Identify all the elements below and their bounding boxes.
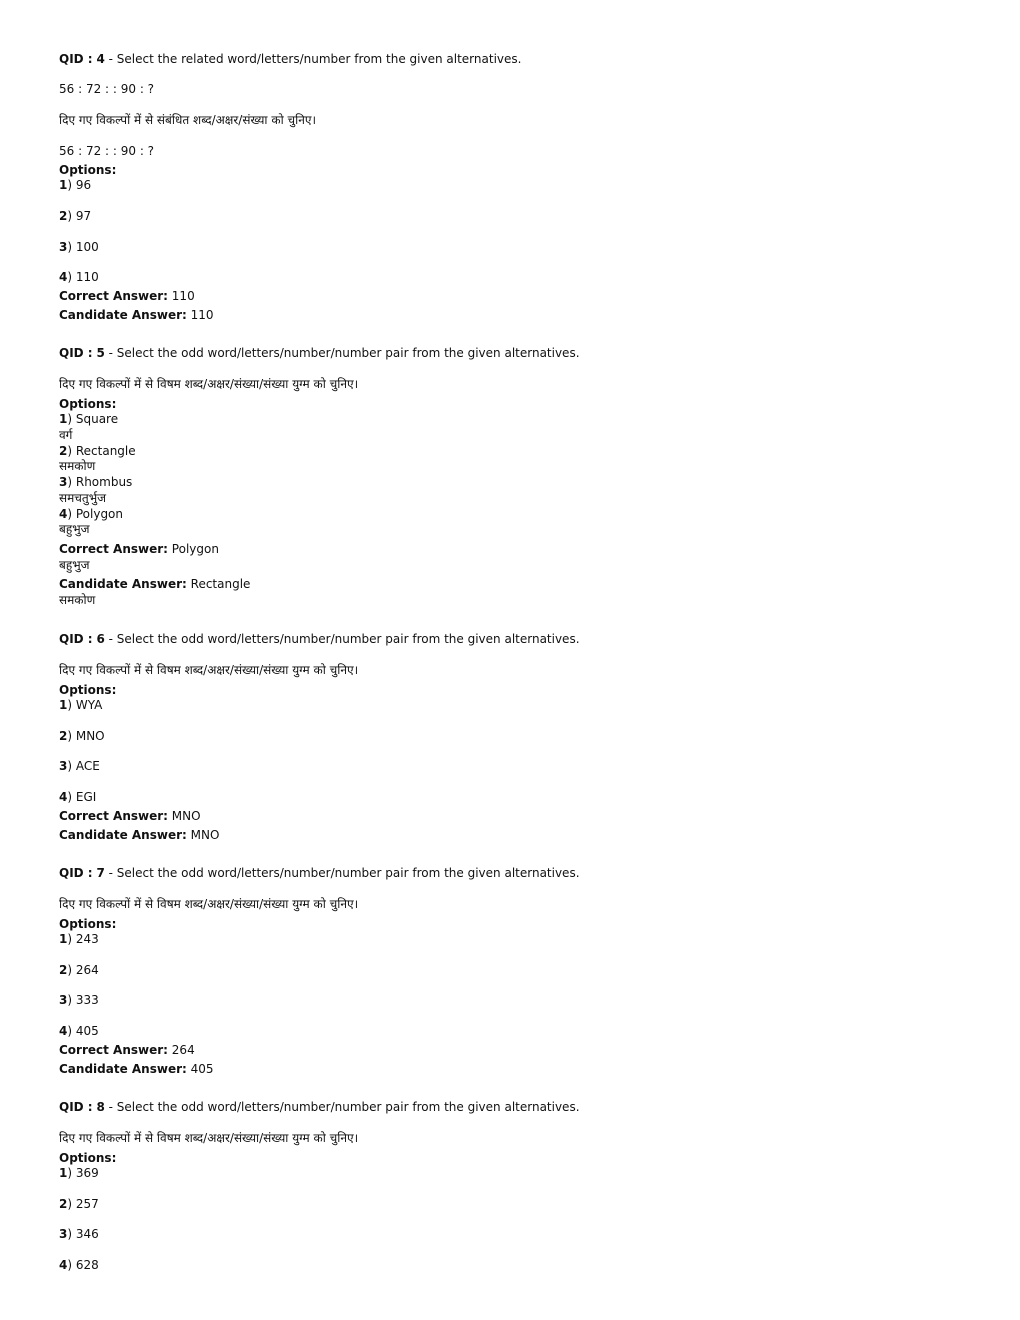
correct-answer-value: MNO	[171, 809, 201, 823]
option-text: ) 257	[67, 1197, 99, 1211]
option-number: 4	[59, 790, 68, 804]
option-number: 3	[59, 1227, 68, 1241]
option-text-hi: बहुभुज	[59, 522, 90, 536]
option-item	[59, 412, 118, 427]
candidate-answer-hi: समकोण	[59, 593, 96, 607]
candidate-answer	[59, 308, 214, 323]
candidate-answer-label: Candidate Answer:	[59, 1062, 187, 1076]
question-header	[59, 866, 580, 881]
options-label-text: Options:	[59, 1151, 117, 1165]
option-item	[59, 993, 99, 1008]
question-expression: 56 : 72 : : 90 : ?	[59, 82, 155, 96]
options-label-text: Options:	[59, 397, 117, 411]
options-label-text: Options:	[59, 683, 117, 697]
qid-label: QID :	[59, 52, 93, 66]
option-number: 1	[59, 932, 68, 946]
qid-label: QID :	[59, 632, 93, 646]
option-text: ) MNO	[67, 729, 105, 743]
option-text: ) 369	[67, 1166, 99, 1180]
correct-answer-value: 110	[171, 289, 195, 303]
option-text: ) 333	[67, 993, 99, 1007]
option-text: ) 346	[67, 1227, 99, 1241]
option-item	[59, 932, 99, 947]
options-label-text: Options:	[59, 917, 117, 931]
qid-label: QID :	[59, 866, 93, 880]
option-text: ) 97	[67, 209, 92, 223]
correct-answer-hi: बहुभुज	[59, 558, 90, 572]
option-item	[59, 1258, 99, 1273]
option-number: 1	[59, 1166, 68, 1180]
option-item	[59, 729, 105, 744]
option-text: ) 628	[67, 1258, 99, 1272]
question-expression: 56 : 72 : : 90 : ?	[59, 144, 155, 158]
option-number: 4	[59, 1258, 68, 1272]
option-text: ) Rhombus	[67, 475, 133, 489]
option-number: 2	[59, 729, 68, 743]
option-number: 4	[59, 1024, 68, 1038]
option-item	[59, 444, 136, 459]
option-text: ) 96	[67, 178, 92, 192]
option-text: ) ACE	[67, 759, 100, 773]
option-text: ) 264	[67, 963, 99, 977]
question-text-hi: दिए गए विकल्पों में से विषम शब्द/अक्षर/संख्या/संख्या युग्म को चुनिए।	[59, 1131, 359, 1145]
option-text: ) 243	[67, 932, 99, 946]
correct-answer-label: Correct Answer:	[59, 542, 168, 556]
option-number: 3	[59, 240, 68, 254]
option-text: ) WYA	[67, 698, 103, 712]
option-item	[59, 507, 123, 522]
option-number: 4	[59, 507, 68, 521]
correct-answer-label: Correct Answer:	[59, 1043, 168, 1057]
option-item	[59, 1024, 99, 1039]
candidate-answer-label: Candidate Answer:	[59, 308, 187, 322]
question-text-hi: दिए गए विकल्पों में से विषम शब्द/अक्षर/संख्या/संख्या युग्म को चुनिए।	[59, 377, 359, 391]
option-text: ) 110	[67, 270, 99, 284]
option-item	[59, 963, 99, 978]
options-label-text: Options:	[59, 163, 117, 177]
option-item	[59, 475, 132, 490]
correct-answer	[59, 1043, 195, 1058]
question-text-en: - Select the odd word/letters/number/number pair from the given alternatives.	[108, 866, 580, 880]
options-label	[59, 397, 116, 412]
question-text-hi: दिए गए विकल्पों में से विषम शब्द/अक्षर/संख्या/संख्या युग्म को चुनिए।	[59, 663, 359, 677]
option-item	[59, 1166, 99, 1181]
qid-number: 4	[96, 52, 105, 66]
correct-answer-value: Polygon	[171, 542, 219, 556]
qid-number: 5	[96, 346, 105, 360]
candidate-answer-label: Candidate Answer:	[59, 828, 187, 842]
candidate-answer-value: 110	[190, 308, 214, 322]
option-number: 1	[59, 412, 68, 426]
qid-label: QID :	[59, 1100, 93, 1114]
option-item	[59, 759, 100, 774]
candidate-answer-label: Candidate Answer:	[59, 577, 187, 591]
question-text-hi: दिए गए विकल्पों में से विषम शब्द/अक्षर/संख्या/संख्या युग्म को चुनिए।	[59, 897, 359, 911]
qid-number: 6	[96, 632, 105, 646]
question-text-en: - Select the odd word/letters/number/number pair from the given alternatives.	[108, 632, 580, 646]
option-number: 1	[59, 698, 68, 712]
options-label	[59, 1151, 116, 1166]
option-number: 3	[59, 759, 68, 773]
candidate-answer	[59, 577, 250, 592]
qid-number: 7	[96, 866, 105, 880]
question-text-en: - Select the odd word/letters/number/number pair from the given alternatives.	[108, 346, 580, 360]
option-item	[59, 178, 91, 193]
option-number: 1	[59, 178, 68, 192]
option-number: 2	[59, 444, 68, 458]
correct-answer-label: Correct Answer:	[59, 809, 168, 823]
options-label	[59, 917, 116, 932]
option-text: ) Square	[67, 412, 119, 426]
option-text-hi: समकोण	[59, 459, 96, 473]
question-header	[59, 52, 521, 67]
correct-answer-value: 264	[171, 1043, 195, 1057]
option-item	[59, 240, 99, 255]
question-text-en: - Select the odd word/letters/number/number pair from the given alternatives.	[108, 1100, 580, 1114]
question-text-en: - Select the related word/letters/number from the given alternatives.	[108, 52, 522, 66]
option-item	[59, 1197, 99, 1212]
option-text: ) 405	[67, 1024, 99, 1038]
option-number: 2	[59, 209, 68, 223]
correct-answer	[59, 809, 201, 824]
option-number: 3	[59, 475, 68, 489]
option-text: ) 100	[67, 240, 99, 254]
question-text-hi: दिए गए विकल्पों में से संबंधित शब्द/अक्षर/संख्या को चुनिए।	[59, 113, 317, 127]
option-item	[59, 209, 91, 224]
option-item	[59, 698, 102, 713]
candidate-answer-value: 405	[190, 1062, 214, 1076]
options-label	[59, 163, 116, 178]
candidate-answer	[59, 1062, 214, 1077]
option-number: 2	[59, 1197, 68, 1211]
options-label	[59, 683, 116, 698]
option-item	[59, 270, 99, 285]
qid-number: 8	[96, 1100, 105, 1114]
option-number: 3	[59, 993, 68, 1007]
option-item	[59, 790, 96, 805]
candidate-answer-value: Rectangle	[190, 577, 251, 591]
option-number: 4	[59, 270, 68, 284]
question-header	[59, 632, 580, 647]
correct-answer	[59, 289, 195, 304]
option-number: 2	[59, 963, 68, 977]
question-header	[59, 1100, 580, 1115]
correct-answer	[59, 542, 219, 557]
candidate-answer-value: MNO	[190, 828, 220, 842]
qid-label: QID :	[59, 346, 93, 360]
correct-answer-label: Correct Answer:	[59, 289, 168, 303]
option-text: ) EGI	[67, 790, 97, 804]
option-text: ) Polygon	[67, 507, 124, 521]
question-header	[59, 346, 580, 361]
option-text-hi: वर्ग	[59, 428, 73, 442]
option-item	[59, 1227, 99, 1242]
option-text-hi: समचतुर्भुज	[59, 491, 107, 505]
option-text: ) Rectangle	[67, 444, 136, 458]
candidate-answer	[59, 828, 219, 843]
